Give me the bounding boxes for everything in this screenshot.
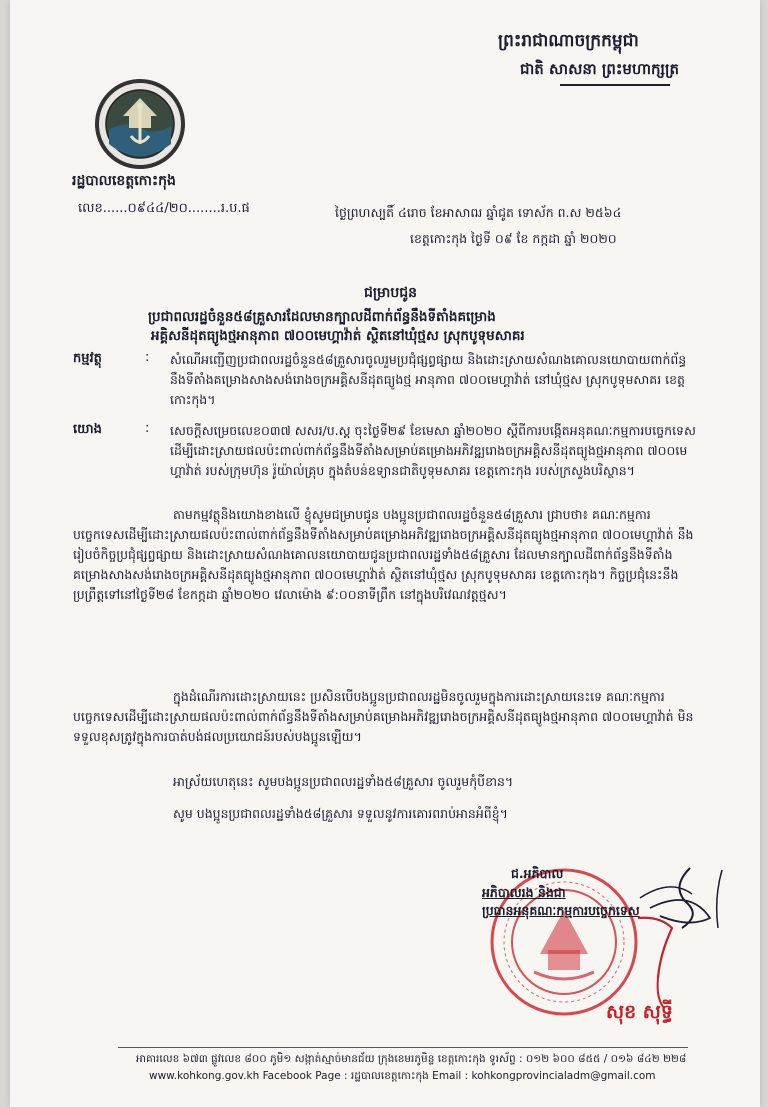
footer-divider — [118, 1047, 688, 1048]
signatory-role-2: ប្រធានអនុគណៈកម្មការបច្ចេកទេស — [482, 903, 640, 918]
signatory-role-1: អភិបាលរង និងជា — [482, 885, 566, 900]
subject-colon: : — [145, 350, 150, 365]
letter-heading: ជម្រាបជូន — [364, 285, 418, 301]
body-paragraph-4: សូម បងប្អូនប្រជាពលរដ្ឋទាំង៥៨គ្រួសារ ទទួលនូវការគោរពរាប់អានអំពីខ្ញុំ។ — [173, 806, 508, 821]
national-motto: ជាតិ សាសនា ព្រះមហាក្សត្រ — [520, 60, 679, 78]
signatory-title: ជ.អភិបាល — [511, 866, 564, 881]
kingdom-heading: ព្រះរាជាណាចក្រកម្ពុជា — [498, 31, 639, 51]
body-paragraph-3: អាស្រ័យហេតុនេះ សូមបងប្អូនប្រជាពលរដ្ឋទាំង៥៨គ្រួសារ ចូលរួមកុំបីខាន។ — [173, 774, 514, 789]
body-paragraph-1: តាមកម្មវត្ថុនិងយោងខាងលើ ខ្ញុំសូមជម្រាបជូន បងប្អូនប្រជាពលរដ្ឋចំនួន៥៨គ្រួសារ ជ្រាបថា៖ គណៈកម្មការបច្ចេកទេសដើម្បីដោះស្រាយផលប៉ះពាល់ពាក់ព័ន្ធនឹងទីតាំងសម្រាប់គម្រោងអភិវឌ្ឍរោងចក្រអគ្គិសនីដុតធ្យូងថ្មអានុភាព ៧០០មេហ្គាវ៉ាត់ នឹងរៀបចំកិច្ចប្រជុំផ្សព្វផ្សាយ និងដោះស្រាយសំណងគោលនយោបាយជូនប្រជាពលរដ្ឋទាំង៥៨គ្រួសារ ដែលមានក្បាលដីពាក់ព័ន្ធនឹងទីតាំងគម្រោងសាងសង់រោងចក្រអគ្គិសនីដុតធ្យូងថ្មអានុភាព ៧០០មេហ្គាវ៉ាត់ ស្ថិតនៅឃុំថ្មស ស្រុកបូទុមសាគរ ខេត្តកោះកុង។ កិច្ចប្រជុំនេះនឹងប្រព្រឹត្តទៅនៅថ្ងៃទី២៨ ខែកក្កដា ឆ្នាំ២០២០ វេលាម៉ោង ៩:០០នាទីព្រឹក នៅក្នុងបរិវេណវត្តថ្មស។ — [73, 507, 694, 602]
body-paragraph-2: ក្នុងដំណើរការដោះស្រាយនេះ ប្រសិនបើបងប្អូនប្រជាពលរដ្ឋមិនចូលរួមក្នុងការដោះស្រាយនេះទេ គណៈកម្មការបច្ចេកទេសដើម្បីដោះស្រាយផលប៉ះពាល់ពាក់ព័ន្ធនឹងទីតាំងសម្រាប់គម្រោងអភិវឌ្ឍរោងចក្រអគ្គិសនីដុតធ្យូងថ្មអានុភាព ៧០០មេហ្គាវ៉ាត់ មិនទទួលខុសត្រូវក្នុងការបាត់បង់ផលប្រយោជន៍របស់បងប្អូនឡើយ។ — [73, 689, 694, 744]
footer-address: អាគារលេខ ៦៧៣ ផ្លូវលេខ ៨០០ ភូមិ១ សង្កាត់ស្មាច់មានជ័យ ក្រុងខេមរភូមិន្ទ ខេត្តកោះកុង ទូរស័ព្ទ : ០១២ ៦០០ ៨៥៥ / ០១៦ ៨៤២ ២២៨ — [136, 1053, 687, 1065]
reference-colon: : — [145, 421, 150, 436]
gregorian-date: ខេត្តកោះកុង ថ្ងៃទី ០៩ ខែ កក្កដា ឆ្នាំ ២០២០ — [410, 231, 617, 246]
addressee-line-2: អគ្គិសនីដុតធ្យូងថ្មអានុភាព ៧០០មេហ្គាវ៉ាត់ ស្ថិតនៅឃុំថ្មស ស្រុកបូទុមសាគរ — [151, 328, 525, 344]
signer-name: សុខ សុទ្ធី — [606, 1001, 673, 1023]
lunar-date: ថ្ងៃព្រហស្បតិ៍ ៤រោច ខែអាសាឍ ឆ្នាំជូត ទោស័ក ព.ស ២៥៦៤ — [335, 205, 622, 220]
reference-number: លេខ......០៩៤៤/២០........រ.ប.ផ — [78, 201, 250, 216]
subject-label: កម្មវត្ថុ — [73, 351, 102, 366]
footer-contacts: www.kohkong.gov.kh Facebook Page : រដ្ឋបាលខេត្តកោះកុង Email : kohkongprovincialadm@gmail.com — [149, 1070, 656, 1082]
addressee-line-1: ប្រជាពលរដ្ឋចំនួន៥៨គ្រួសារដែលមានក្បាលដីពាក់ព័ន្ធនឹងទីតាំងគម្រោង — [148, 309, 496, 325]
provincial-seal-logo — [95, 78, 185, 170]
reference-label: យោង — [73, 422, 102, 437]
issuing-office: រដ្ឋបាលខេត្តកោះកុង — [72, 173, 176, 189]
reference-text: សេចក្តីសម្រេចលេខ០៣៧ សសរ/ប.ស្ត ចុះថ្ងៃទី២៩ ខែមេសា ឆ្នាំ២០២០ ស្តីពីការបង្កើតអនុគណៈកម្មការបច្ចេកទេសដើម្បីដោះស្រាយផលប៉ះពាល់ពាក់ព័ន្ធនឹងទីតាំងសម្រាប់គម្រោងអភិវឌ្ឍរោងចក្រអគ្គិសនីដុតធ្យូងថ្មអានុភាព ៧០០មេហ្គាវ៉ាត់ របស់ក្រុមហ៊ុន រ៉ូយ៉ាល់គ្រុប ក្នុងតំបន់ឧទ្យានជាតិបូទុមសាគរ ខេត្តកោះកុង របស់ក្រសួងបរិស្ថាន។ — [170, 423, 696, 478]
motto-ornament-divider — [560, 84, 670, 86]
subject-text: សំណើអញ្ជើញប្រជាពលរដ្ឋចំនួន៥៨គ្រួសារចូលរួមប្រជុំផ្សព្វផ្សាយ និងដោះស្រាយសំណងគោលនយោបាយពាក់ព័ន្ធនឹងទីតាំងគម្រោងសាងសង់រោងចក្រអគ្គិសនីដុតធ្យូងថ្ម អានុភាព ៧០០មេហ្គាវ៉ាត់ នៅឃុំថ្មស ស្រុកបូទុមសាគរ ខេត្តកោះកុង។ — [170, 352, 687, 407]
